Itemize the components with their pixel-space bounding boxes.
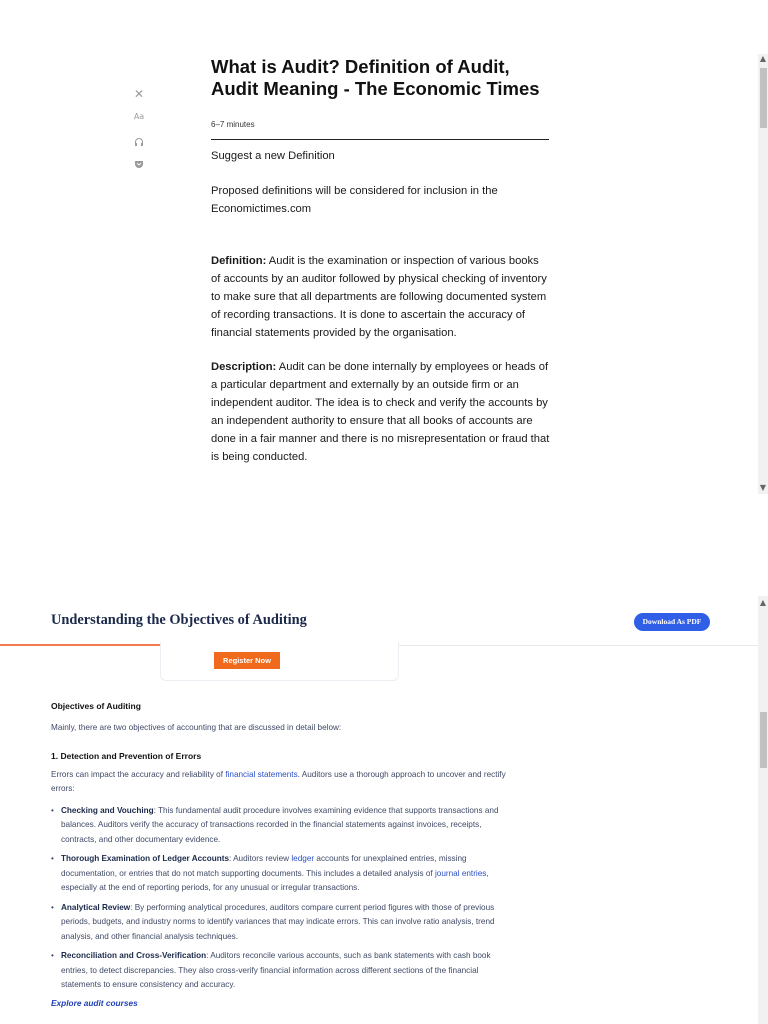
page-scrollbar[interactable] [758, 596, 768, 1024]
scroll-down-arrow-icon[interactable]: ▼ [759, 483, 767, 492]
definition-paragraph [211, 252, 551, 342]
reader-scrollbar[interactable] [758, 54, 768, 494]
page-title: Understanding the Objectives of Auditing [51, 612, 307, 628]
errors-text-end: . Auditors use a thorough approach to uncover and rectify errors: [51, 769, 506, 793]
reader-view-pane [0, 0, 768, 494]
register-card [160, 642, 399, 681]
journal-entries-link[interactable]: journal entries [434, 868, 487, 878]
bullet-icon: • [51, 805, 54, 815]
list-item-text: : Auditors review [229, 854, 292, 863]
reader-toolbar [132, 86, 146, 176]
scroll-up-arrow-icon[interactable]: ▲ [759, 598, 767, 607]
close-icon[interactable]: ✕ [133, 87, 145, 101]
pocket-icon[interactable] [132, 154, 146, 168]
list-item-text: accounts for unexplained entries, missing documentation, or entries that do not match supporting documents. This includes a detailed analysis of [61, 854, 467, 878]
audit-courses-link[interactable]: audit courses [83, 997, 138, 1008]
bullet-icon: • [51, 951, 54, 960]
definition-label: Definition: [211, 255, 267, 267]
list-item-title: Analytical Review [61, 902, 131, 912]
article-content [51, 701, 511, 1008]
list-item-text: : By performing analytical procedures, auditors compare current period figures with those of previous periods, budgets, and industry norms to identify variances that may indicate errors. This can involve ratio analysis, trend analysis, and other financial analysis techniques. [61, 902, 495, 941]
list-item-text: : This fundamental audit procedure involves examining evidence that supports transactions and balances. Auditors verify the accuracy of transactions recorded in the financial statements against invoices, receipts, contracts, and other documentary evidence. [61, 805, 499, 844]
ledger-link[interactable]: ledger [291, 854, 315, 863]
reading-time: 6–7 minutes [211, 120, 255, 129]
bullet-icon: • [51, 854, 54, 863]
scroll-up-arrow-icon[interactable]: ▲ [759, 54, 767, 63]
description-text: Audit can be done internally by employees or heads of a particular department and externally by an outside firm or an independent auditor. The idea is to check and verify the accounts by an independent authority to ensure that all books of accounts are done in a fair manner and there is no misrepresentation or fraud that is being conducted. [211, 361, 550, 463]
proposed-definitions-text: Proposed definitions will be considered for inclusion in the Economictimes.com [211, 185, 498, 215]
financial-statements-link[interactable]: financial statements [225, 769, 298, 779]
page-scrollbar-thumb[interactable] [760, 712, 767, 768]
list-item [51, 804, 511, 848]
errors-text: Errors can impact the accuracy and reliability of [51, 769, 226, 779]
explore-courses-line [51, 998, 511, 1008]
title-divider [211, 139, 549, 140]
web-page-pane [0, 596, 768, 1024]
list-item-text: : Auditors reconcile various accounts, such as bank statements with cash book entries, to detect discrepancies. They also cross-verify financial information across different sections of the financial statements to ensure consistency and accuracy. [61, 951, 491, 989]
register-now-button[interactable]: Register Now [214, 652, 280, 669]
list-item [51, 852, 511, 896]
sticky-header [0, 596, 758, 646]
suggest-definition-text: Suggest a new Definition [211, 150, 335, 162]
list-item [51, 949, 511, 993]
error-methods-list [51, 804, 511, 993]
definition-text: Audit is the examination or inspection of various books of accounts by an auditor followed by physical checking of inventory to make sure that all departments are following documented system of recording transactions. It is done to ascertain the accuracy of financial statements provided by the organisation. [211, 255, 547, 339]
list-item-title: Checking and Vouching [61, 805, 154, 815]
list-item [51, 901, 511, 945]
reader-article [211, 56, 551, 466]
download-pdf-button[interactable]: Download As PDF [634, 613, 710, 631]
description-paragraph [211, 358, 551, 466]
objectives-heading: Objectives of Auditing [51, 701, 141, 711]
text-settings-icon[interactable]: Aa [133, 112, 145, 121]
list-item-title: Thorough Examination of Ledger Accounts [61, 854, 229, 863]
headphones-icon[interactable] [132, 132, 146, 146]
bullet-icon: • [51, 902, 54, 912]
list-item-text: , especially at the end of reporting periods, for any unusual or irregular transactions. [61, 868, 489, 892]
reader-scrollbar-thumb[interactable] [760, 68, 767, 128]
article-title: What is Audit? Definition of Audit, Audit Meaning - The Economic Times [211, 56, 540, 99]
errors-paragraph [51, 768, 511, 797]
description-label: Description: [211, 361, 277, 373]
explore-text: Explore [51, 997, 84, 1008]
list-item-title: Reconciliation and Cross-Verification [61, 951, 207, 960]
objectives-intro: Mainly, there are two objectives of accounting that are discussed in detail below: [51, 723, 342, 732]
section-heading-detection: 1. Detection and Prevention of Errors [51, 750, 202, 761]
